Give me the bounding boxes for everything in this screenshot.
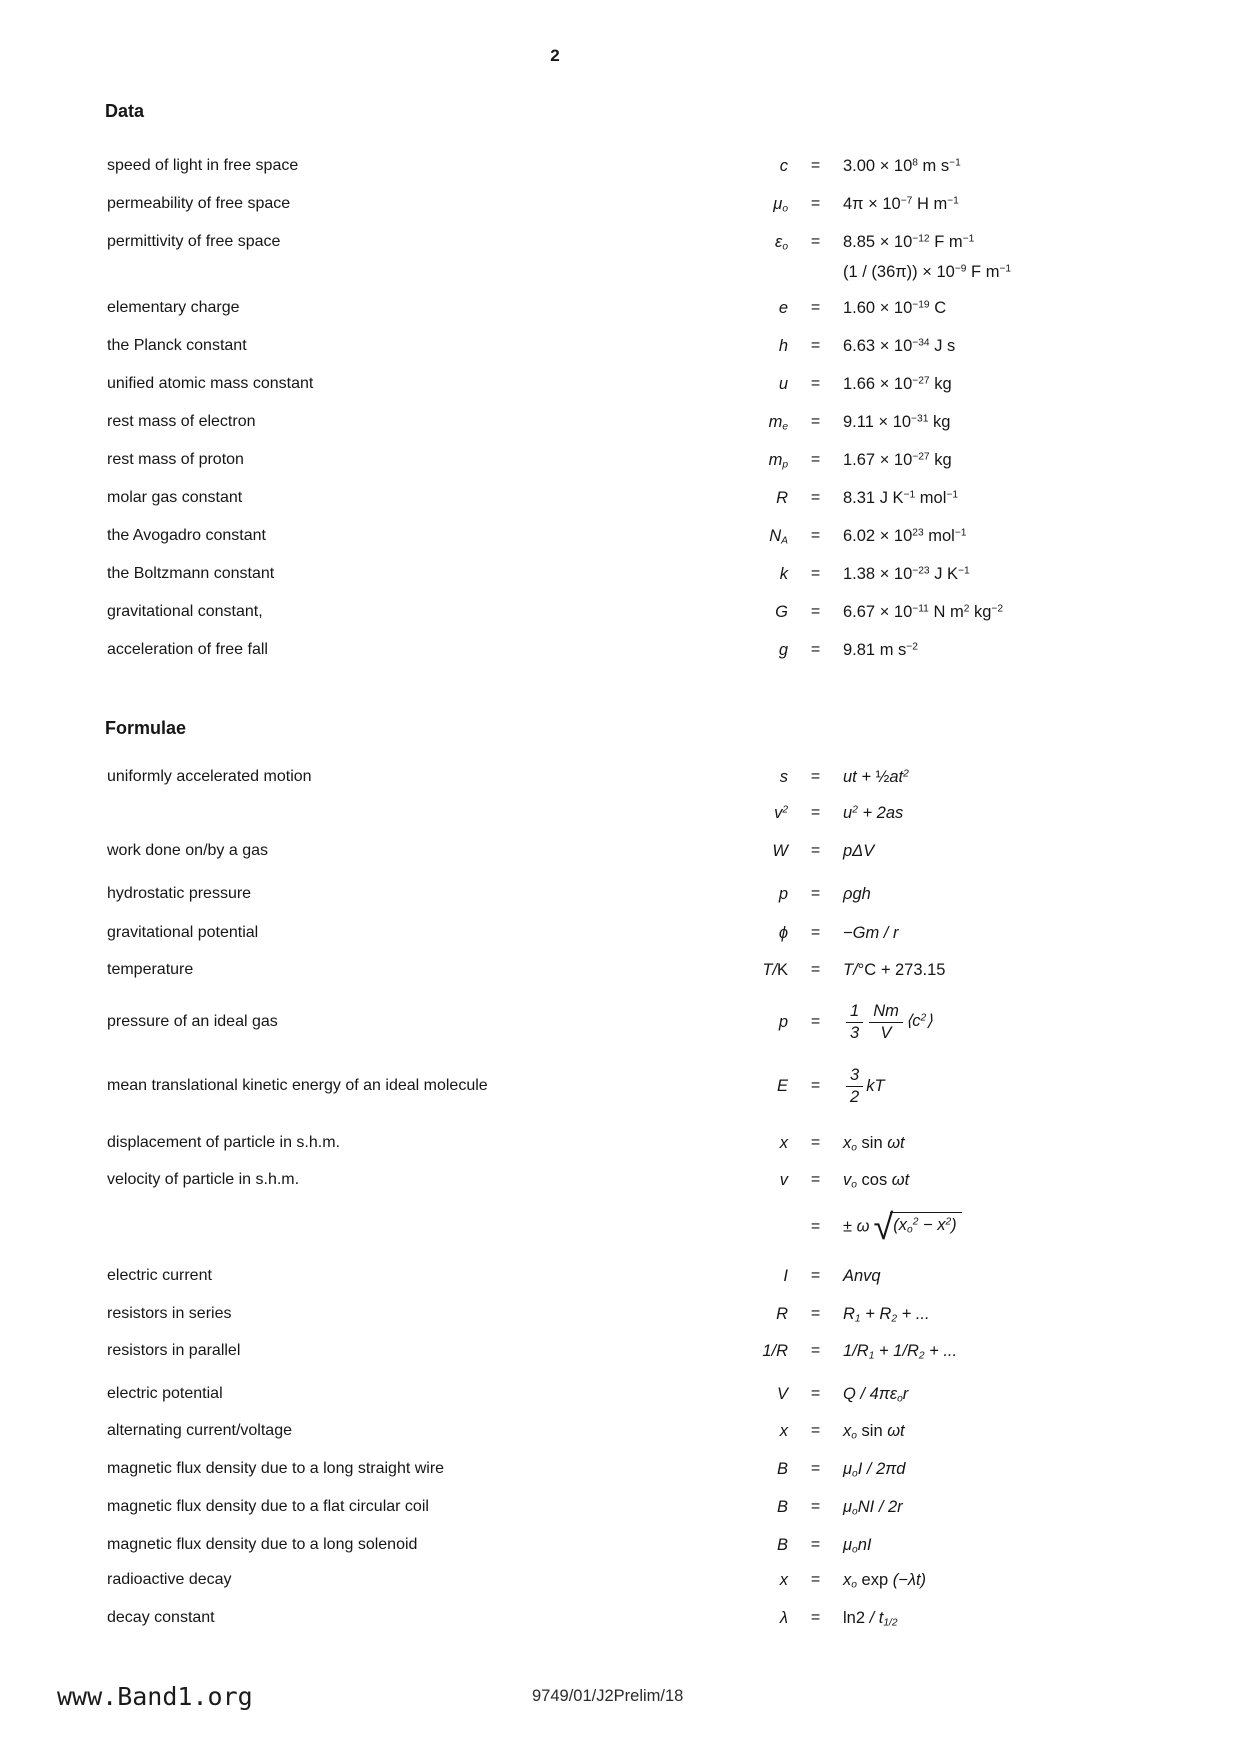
formula-row	[0, 1295, 1239, 1333]
quantity-symbol: $\mu_o$	[773, 194, 788, 215]
formula-row	[0, 1561, 1239, 1599]
equals-sign: =	[810, 451, 821, 468]
formula-row	[0, 1257, 1239, 1295]
formula-label: electric potential	[107, 1385, 223, 1402]
quantity-label: acceleration of free fall	[107, 641, 268, 658]
formula-expression: $x_o$ exp (−λt)	[843, 1570, 927, 1591]
formula-row	[0, 1124, 1239, 1162]
equals-sign: =	[810, 195, 821, 212]
quantity-label: the Planck constant	[107, 337, 247, 354]
formula-expression: $\mu_oI / 2\pi d$	[843, 1459, 906, 1480]
formula-expression	[843, 1002, 1239, 1043]
formula-row	[0, 1526, 1239, 1564]
equals-sign: =	[810, 1342, 821, 1359]
formula-label: mean translational kinetic energy of an ideal molecule	[107, 1077, 488, 1094]
equals-sign: =	[810, 603, 821, 620]
formula-label: displacement of particle in s.h.m.	[107, 1134, 340, 1151]
formula-expression: $x_o$ sin ωt	[843, 1421, 905, 1442]
formula-label: electric current	[107, 1267, 212, 1284]
formula-symbol: W	[772, 841, 788, 860]
formula-expression: ρgh	[843, 884, 871, 903]
formula-row	[0, 758, 1239, 796]
quantity-symbol: $m_p$	[768, 450, 788, 471]
formula-row	[0, 1056, 1239, 1116]
quantity-value: 9.81 m $s^{-2}$	[843, 640, 918, 659]
page-number: 2	[550, 46, 560, 65]
quantity-value: $6.02 \times 10^{23}$ mol$^{-1}$	[843, 526, 967, 545]
formula-expression: $\frac{3}{2}$ kT	[843, 1066, 1239, 1107]
equals-sign: =	[810, 961, 821, 978]
footer-watermark-url: www.Band1.org	[57, 1682, 253, 1711]
quantity-value: $6.67 \times 10^{-11}$ N $m^2$ $kg^{-2}$	[843, 602, 1004, 621]
quantity-label: the Avogadro constant	[107, 527, 266, 544]
formula-row	[0, 1412, 1239, 1450]
formula-label: magnetic flux density due to a flat circular coil	[107, 1498, 429, 1515]
formula-label: resistors in parallel	[107, 1342, 241, 1359]
formula-row	[0, 1375, 1239, 1413]
quantity-label: molar gas constant	[107, 489, 243, 506]
formula-label: resistors in series	[107, 1305, 232, 1322]
quantity-symbol: k	[779, 564, 788, 583]
equals-sign: =	[810, 842, 821, 859]
formula-symbol: x	[779, 1570, 788, 1589]
equals-sign: =	[810, 337, 821, 354]
quantity-label: rest mass of electron	[107, 413, 256, 430]
paper-reference: 9749/01/J2Prelim/18	[532, 1687, 684, 1705]
data-row	[0, 185, 1239, 223]
formula-expression: $\ln 2 / t_{1/2}$	[843, 1608, 898, 1629]
equals-sign: =	[810, 1134, 821, 1151]
formula-symbol: I	[783, 1266, 788, 1285]
equals-sign: =	[810, 1571, 821, 1588]
formula-row	[0, 1332, 1239, 1370]
mean-square-speed: $⟨c^2⟩$	[905, 1012, 933, 1031]
formula-symbol: $v^2$	[774, 803, 788, 822]
formula-symbol: v	[779, 1170, 788, 1189]
formula-expression: $v_o$ cos ωt	[843, 1170, 910, 1191]
formula-symbol: B	[776, 1459, 788, 1478]
quantity-value: $1.60 \times 10^{-19}$ C	[843, 298, 947, 317]
data-row	[0, 441, 1239, 479]
quantity-symbol: $\varepsilon_o$	[775, 232, 788, 253]
fraction: $\frac{Nm}{V}$	[869, 1002, 903, 1043]
equals-sign: =	[810, 1218, 821, 1235]
formula-label: hydrostatic pressure	[107, 885, 252, 902]
formula-row	[0, 1161, 1239, 1199]
formula-label: radioactive decay	[107, 1571, 232, 1588]
quantity-symbol: $N_A$	[769, 526, 788, 547]
quantity-label: unified atomic mass constant	[107, 375, 314, 392]
equals-sign: =	[810, 1013, 821, 1030]
equals-sign: =	[810, 1077, 821, 1094]
equals-sign: =	[810, 565, 821, 582]
quantity-value: $1.66 \times 10^{-27}$ kg	[843, 374, 952, 393]
formula-expression: Anvq	[843, 1266, 881, 1285]
formula-expression: $u^2 + 2as$	[843, 803, 904, 822]
formula-symbol: E	[776, 1076, 788, 1095]
quantity-label: permittivity of free space	[107, 233, 281, 250]
formula-row	[0, 914, 1239, 952]
quantity-value: $8.85 \times 10^{-12}$ F $m^{-1}$	[843, 232, 975, 251]
formula-expression: $\mu_oNI / 2r$	[843, 1497, 903, 1518]
equals-sign: =	[810, 299, 821, 316]
equals-sign: =	[810, 1422, 821, 1439]
formula-row	[0, 1199, 1239, 1255]
quantity-value: $6.63 \times 10^{-34}$ J s	[843, 336, 956, 355]
formula-label: magnetic flux density due to a long solenoid	[107, 1536, 418, 1553]
formula-symbol: V	[776, 1384, 788, 1403]
quantity-symbol: c	[779, 156, 788, 175]
quantity-symbol: g	[778, 640, 788, 659]
data-row	[0, 517, 1239, 555]
quantity-symbol: h	[778, 336, 788, 355]
quantity-symbol: e	[778, 298, 788, 317]
data-section-heading: Data	[105, 101, 145, 121]
formula-label: alternating current/voltage	[107, 1422, 292, 1439]
data-row	[0, 403, 1239, 441]
equals-sign: =	[810, 1305, 821, 1322]
data-row	[0, 631, 1239, 669]
formula-row	[0, 1599, 1239, 1637]
quantity-label: elementary charge	[107, 299, 240, 316]
formula-label: temperature	[107, 961, 194, 978]
formula-symbol: B	[776, 1497, 788, 1516]
formula-expression: $x_o$ sin ωt	[843, 1133, 905, 1154]
equals-sign: =	[810, 885, 821, 902]
equals-sign: =	[810, 1498, 821, 1515]
formula-symbol: p	[778, 1012, 788, 1031]
formula-symbol: ϕ	[778, 923, 788, 942]
equals-sign: =	[810, 1267, 821, 1284]
fraction: $\frac{3}{2}$	[846, 1066, 863, 1107]
data-row	[0, 593, 1239, 631]
equals-sign: =	[810, 804, 821, 821]
formulae-section-heading: Formulae	[105, 718, 187, 738]
equals-sign: =	[810, 413, 821, 430]
formula-symbol: p	[778, 884, 788, 903]
equals-sign: =	[810, 1460, 821, 1477]
quantity-value: $9.11 \times 10^{-31}$ kg	[843, 412, 951, 431]
formula-expression: ± ω √ $(x_o^2 - x^2)$	[843, 1212, 1239, 1242]
square-root: √ $(x_o^2 - x^2)$	[874, 1212, 962, 1242]
formula-label: velocity of particle in s.h.m.	[107, 1171, 300, 1188]
formula-symbol: x	[779, 1421, 788, 1440]
formula-row	[0, 1488, 1239, 1526]
fraction: $\frac{1}{3}$	[846, 1002, 863, 1043]
equals-sign: =	[810, 233, 821, 250]
formula-label: pressure of an ideal gas	[107, 1013, 278, 1030]
formula-symbol: s	[779, 767, 788, 786]
formula-expression: Q / $4\pi\varepsilon_or$	[843, 1384, 909, 1405]
equals-sign: =	[810, 768, 821, 785]
quantity-value: $1.67 \times 10^{-27}$ kg	[843, 450, 952, 469]
data-row-continuation	[0, 253, 1239, 291]
formula-symbol: λ	[779, 1608, 788, 1627]
formula-expression: pΔV	[843, 841, 875, 860]
quantity-value: $1.38 \times 10^{-23}$ J $K^{-1}$	[843, 564, 970, 583]
data-row	[0, 365, 1239, 403]
equals-sign: =	[810, 527, 821, 544]
quantity-symbol: R	[776, 488, 788, 507]
formula-symbol: T/K	[762, 960, 788, 979]
equals-sign: =	[810, 1609, 821, 1626]
data-row	[0, 327, 1239, 365]
formula-symbol: 1/R	[762, 1341, 788, 1360]
data-row	[0, 555, 1239, 593]
quantity-value: $4\pi \times 10^{-7}$ H $m^{-1}$	[843, 194, 959, 213]
formula-label: work done on/by a gas	[107, 842, 268, 859]
formula-row	[0, 875, 1239, 913]
formula-symbol: B	[776, 1535, 788, 1554]
quantity-value: $3.00 \times 10^8$ m $s^{-1}$	[843, 156, 961, 175]
formula-expression: $\mu_onI$	[843, 1535, 872, 1556]
radical-sign: √	[873, 1206, 894, 1247]
formula-expression: $1/R_1 + 1/R_2$ + ...	[843, 1341, 958, 1362]
equals-sign: =	[810, 641, 821, 658]
quantity-symbol: u	[778, 374, 788, 393]
formula-symbol: R	[776, 1304, 788, 1323]
quantity-symbol: G	[775, 602, 788, 621]
formula-row	[0, 794, 1239, 832]
equals-sign: =	[810, 1385, 821, 1402]
quantity-label: speed of light in free space	[107, 157, 299, 174]
formula-label: decay constant	[107, 1609, 215, 1626]
equals-sign: =	[810, 1536, 821, 1553]
formula-label: magnetic flux density due to a long straight wire	[107, 1460, 445, 1477]
formula-row	[0, 1450, 1239, 1488]
quantity-symbol: $m_e$	[768, 412, 788, 433]
quantity-label: gravitational constant,	[107, 603, 263, 620]
formula-expression: T/°C + 273.15	[843, 960, 946, 979]
formula-row	[0, 832, 1239, 870]
quantity-label: permeability of free space	[107, 195, 291, 212]
quantity-label: rest mass of proton	[107, 451, 244, 468]
equals-sign: =	[810, 1171, 821, 1188]
formula-row	[0, 951, 1239, 989]
data-row	[0, 147, 1239, 185]
formula-expression: $R_1 + R_2$ + ...	[843, 1304, 930, 1325]
equals-sign: =	[810, 157, 821, 174]
formula-symbol: x	[779, 1133, 788, 1152]
data-row	[0, 289, 1239, 327]
formula-expression: ut + $\frac{1}{2}at^2$	[843, 767, 909, 786]
equals-sign: =	[810, 489, 821, 506]
formula-label: gravitational potential	[107, 924, 259, 941]
data-row	[0, 479, 1239, 517]
quantity-label: the Boltzmann constant	[107, 565, 275, 582]
quantity-value: 8.31 J $K^{-1}$ mol$^{-1}$	[843, 488, 959, 507]
formula-row	[0, 989, 1239, 1055]
equals-sign: =	[810, 924, 821, 941]
formula-label: uniformly accelerated motion	[107, 768, 312, 785]
quantity-value-alt: $(1 / (36\pi)) \times 10^{-9}$ F $m^{-1}$	[843, 262, 1012, 281]
formula-expression: −Gm / r	[843, 923, 899, 942]
equals-sign: =	[810, 375, 821, 392]
